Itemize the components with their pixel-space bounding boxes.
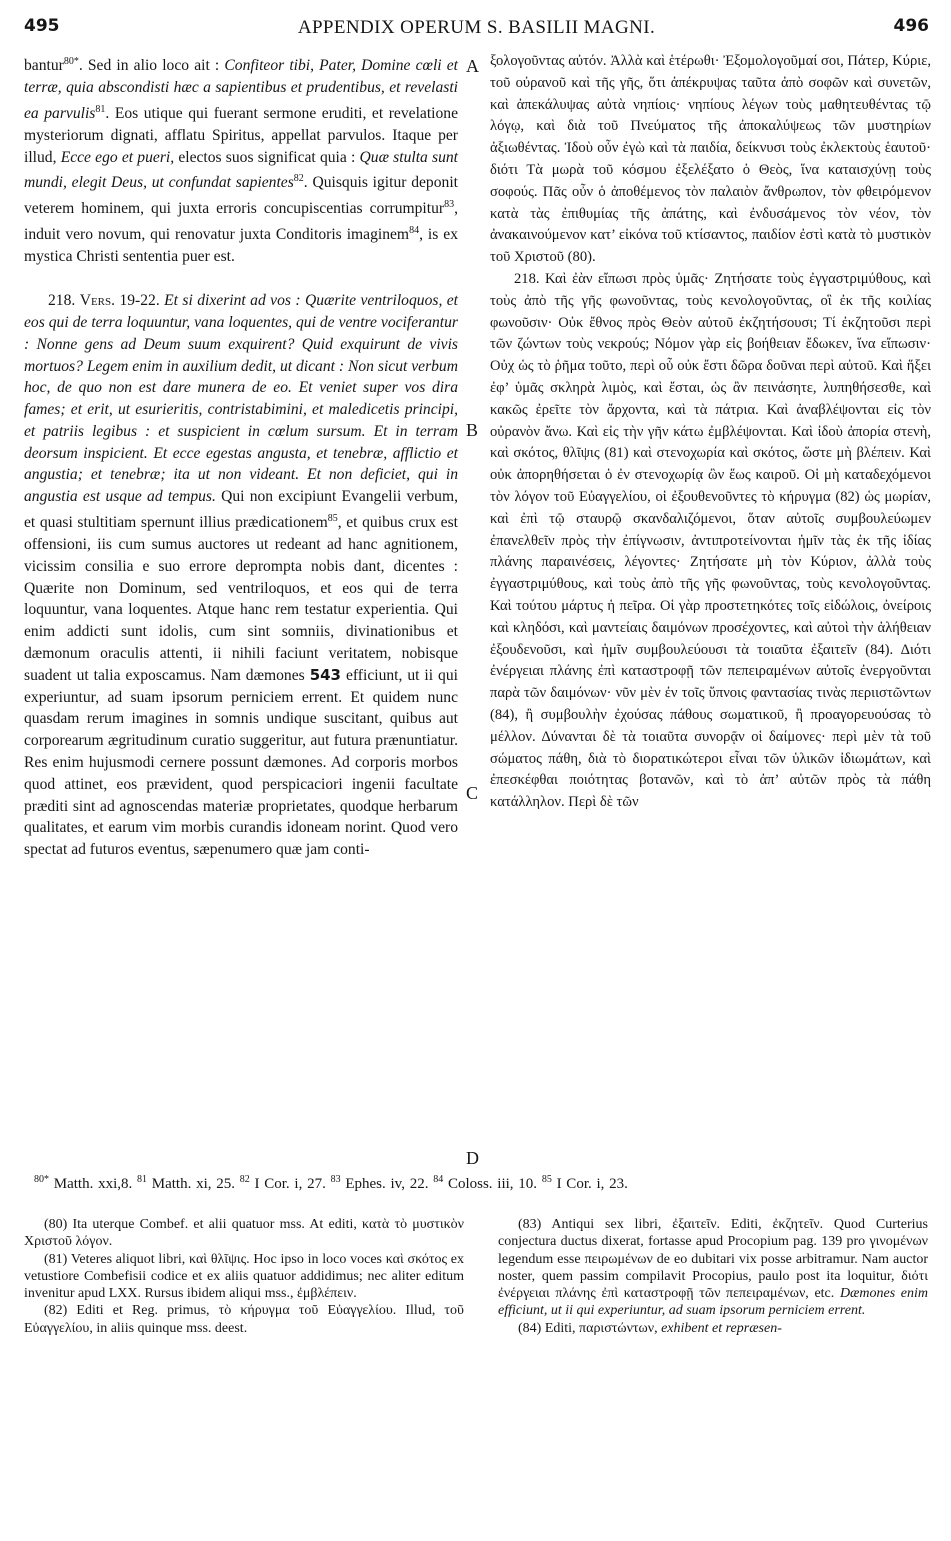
note-83: (83) Antiqui sex libri, ἐξαιτεῖν. Editi, ἐκζητεῖν. Quod Curterius conjectura ductus dixerat, fortasse apud Procopium pag. 139 pro γινομένων legendum esse πειρωμένων de eo dubitari vix posse arbitramur. Nam auctor noster, quem passim compilavit Procopius, paulo post ita loquitur, διότι ἐνέργειαι πλάνης ἐπὶ καταστροφῇ τῶν πεπειραμένων, etc. Dæmones enim efficiunt, ut ii qui experiuntur, ad suam ipsorum perniciem errent. (498, 1217, 929, 1319)
notes-left (24, 1216, 464, 1337)
greek-paragraph-1: ξολογοῦντας αὐτόν. Ἀλλὰ καὶ ἑτέρωθι· Ἐξομολογοῦμαί σοι, Πάτερ, Κύριε, τοῦ οὐρανοῦ καὶ τῆς γῆς, ὅτι ἀπέκρυψας ταῦτα ἀπὸ σοφῶν καὶ συνετῶν, καὶ ἀπεκάλυψας αὐτὰ νηπίοις· νηπίους λέγων τοὺς μαθητευθέντας τῷ λόγῳ, καὶ διὰ τοῦ Πνεύματος τῆς ἀποκαλύψεως τῶν μυστηρίων ἀξιωθέντας. Ἰδοὺ οὖν ἐγὼ καὶ τὰ παιδία, δείκνυσι τοὺς ἐκλεκτοὺς ἑαυτοῦ· διότι Τὰ μωρὰ τοῦ κόσμου ἐξελέξατο ὁ Θεὸς, ἵνα καταισχύνῃ τοὺς σοφούς. Πᾶς οὖν ὁ ἀποθέμενος τὸν παλαιὸν ἄνθρωπον, τὸν φθειρόμενον κατὰ τὰς ἐπιθυμίας τῆς ἀπάτης, καὶ ἐνδυσάμενος τὸν νέον, τὸν ἀνακαινούμενον κατ’ εἰκόνα τοῦ κτίσαντος, παιδίον ἐστὶ κατὰ τὸ μυστικὸν τοῦ Χριστοῦ (80). (490, 53, 931, 266)
note-84: (84) Editi, παριστώντων, exhibent et repræsen- (518, 1320, 782, 1336)
text-run: Ecce ego et pueri, (60, 148, 175, 166)
latin-column (24, 51, 458, 861)
note-81: (81) Veteres aliquot libri, καὶ θλῖψις. Hoc ipso in loco voces καὶ σκότος ex vetustiore Combefisii codice et ex aliis quatuor addidimus; nec aliter editum invenitur apud LXX. Rursus ibidem aliqui mss., ἐμβλέπειν. (24, 1251, 464, 1302)
page-number-right: 496 (893, 16, 929, 36)
scripture-references: $^{80*}$ Matth. xxi,8. $^{81}$ Matth. xi, 25. $^{82}$ I Cor. i, 27. $^{83}$ Ephes. iv, 22. $^{84}$ Coloss. iii, 10. $^{85}$ I Cor. i, 23. (34, 1174, 628, 1192)
notes-right (498, 1216, 928, 1337)
text-run: Quæ stulta sunt mundi, elegit Deus, ut confundat sapientes (24, 148, 459, 192)
text-run: Confiteor tibi, Pater, Domine cœli et terræ, quia abscondisti hæc a sapientibus et prudentibus, et revelasti ea parvulis (24, 57, 459, 122)
text-run: 82 (239, 1174, 250, 1185)
text-run: 81 (137, 1174, 147, 1185)
greek-paragraph-2: 218. Καὶ ἐὰν εἴπωσι πρὸς ὑμᾶς· Ζητήσατε τοὺς ἐγγαστριμύθους, καὶ τοὺς ἀπὸ τῆς γῆς φωνοῦντας, τοὺς κενολογοῦντας, οἳ ἐκ τῆς κοιλίας φωνοῦσιν· Οὐκ ἔθνος πρὸς Θεὸν αὐτοῦ ἐκζητήσουσι; Τί ἐκζητοῦσι περὶ τῶν ζώντων τοὺς νεκρούς; Νόμον γὰρ εἰς βοήθειαν ἔδωκεν, ἵνα εἴπωσιν· Οὐχ ὡς τὸ ῥῆμα τοῦτο, περὶ οὗ οὐκ ἔστι δῶρα δοῦναι περὶ αὐτοῦ. Καὶ ἥξει ἐφ’ ὑμᾶς σκληρὰ λιμὸς, καὶ ἔσται, ὡς ἂν πεινάσητε, λυπηθήσεσθε, καὶ κακῶς ἐρεῖτε τὸν ἄρχοντα, καὶ τὰ πάτρια. Καὶ ἀναβλέψονται εἰς τὸν οὐρανὸν ἄνω. Καὶ εἰς τὴν γῆν κάτω ἐμβλέψονται. Καὶ ἰδοὺ ἀπορία στενὴ, καὶ σκότος, θλῖψις (81) καὶ στενοχωρία καὶ σκότος, ὥστε μὴ βλέπειν. Καὶ οὐκ ἀπορηθήσεται ὁ ἐν στενοχωρίᾳ ὢν ἕως καιροῦ. Οἱ μὴ καταδεχόμενοι τὸν λόγον τοῦ Εὐαγγελίου, οἱ ἐξουθενοῦντες τὸ κήρυγμα (82) ὡς μωρίαν, καὶ ἐπὶ τῷ σταυρῷ σκανδαλιζόμενοι, ὅταν αὐτοῖς συμβουλεύωμεν ἐπανελθεῖν πρὸς τὴν ἐπίγνωσιν, ἀντιπροτείνονται ἡμῖν τὰς ἐκ τῆς ἰδίας πλάνης παραινέσεις, λέγοντες· Ζητήσατε μὴ τὸν Κύριον, ἀλλὰ τοὺς ἐγγαστριμύθους, καὶ τοὺς ἀπὸ τῆς γῆς φωνοῦντας, τοὺς κενολογοῦντας. Καὶ τούτου μάρτυς ἡ πεῖρα. Οἱ γὰρ προστετηκότες τοῖς εἰδώλοις, ὀνείροις καὶ κληδόσι, καὶ μαντείαις δαιμόνων προσέχοντες, καὶ αὐτοὶ τὴν ἀλήθειαν ἐξουδενοῦσι, καὶ ἡμῖν συμβουλεύουσι τὰ τοιαῦτα ἐξαιτεῖν (84). Διότι ἐνέργειαι πλάνης ἐπὶ καταστροφῇ τῶν πεπειραμένων αὐτοῖς ἐνεργοῦνται παρὰ τῶν δαιμόνων· νῦν μὲν ἐν τοῖς ὕπνοις φαντασίας τινὰς περιιστῶντων (84), ἢ συμβουλὴν ἐχούσας πάθους σωματικοῦ, ἢ προαγορευούσας τὸ μέλλον. Δύνανται δὲ τὰ τοιαῦτα συνορᾷν οἱ δαίμονες· περὶ μὲν τὰ τοῦ σώματος πάθη, διὰ τὸ διορατικώτεροι εἶναι τῶν ὑλικῶν ἰδιωμάτων, καὶ ἐπεσκέφθαι ποιότητας βοτανῶν, καὶ τὸ ἀπ’ αὐτῶν πρὸς τὰ πάθη κατάλληλον. Περὶ δὲ τῶν (490, 270, 931, 811)
column-marker-d: D (466, 1148, 479, 1168)
text-run: Vers. (79, 292, 116, 310)
text-run: 80* (63, 56, 79, 67)
text-run: 543 (309, 665, 341, 684)
text-run: 83 (330, 1174, 341, 1185)
text-run: 85 (327, 513, 338, 525)
latin-paragraph-1: bantur$^{80*}$. Sed in alio loco ait : Confiteor tibi, Pater, Domine cœli et terræ, quia abscondisti hæc a sapientibus et prudentibus, et revelasti ea parvulis$^{81}$. Eos utique qui fuerant sermone eruditi, et revelatione mysteriorum dignati, afflatu Spiritus, appellat parvulos. Itaque per illud, Ecce ego et pueri, electos suos significat quia : Quæ stulta sunt mundi, elegit Deus, ut confundat sapientes$^{82}$. Quisquis igitur deponit veterem hominem, qui juxta erroris concupiscentias corrumpitur$^{83}$, induit vero novum, qui renovatur juxta Conditoris imaginem$^{84}$, is ex mystica Christi sententia puer est. (24, 56, 459, 266)
latin-paragraph-2: 218. Vers. 19-22. Et si dixerint ad vos : Quærite ventriloquos, et eos qui de terra loquuntur, vana loquentes, qui de ventre vociferantur : Nonne gens ad Deum suum exquirent? Quid exquirunt de vivis mortuos? Legem enim in auxilium dedit, ut dicant : Non sicut verbum hoc, de quo non est dare munera de eo. Et veniet super vos dira fames; et erit, ut esurieritis, contristabimini, et maledicetis principi, et patriis legibus : et suspicient in cœlum sursum. Et in terram deorsum inspicient. Et ecce egestas angusta, et tenebræ, afflictio et angustia; et tenebræ; ita ut non videant. Et non deficiet, qui in angustia est usque ad tempus. Qui non excipiunt Evangelii verbum, et quasi stultitiam spernunt illius prædicationem$^{85}$, et quibus crux est offensioni, iis cum sumus auctores ut redeant ad hanc agnitionem, vicissim consilia e suo errore deprompta nobis dant, dicentes : Quærite non Dominum, sed ventriloquos, et eos qui de terra loquuntur, vana loquentes. Atque hanc rem testatur experientia. Qui enim addicti sunt idolis, cum sint somniis, divinationibus et dæmonum oraculis attenti, ii nihili faciunt veritatem, nobisque suadent ut talia exposcamus. Nam dæmones 543 efficiunt, ut ii qui experiuntur, ad suam ipsorum perniciem errent. Et quidem nunc quasdam rerum imagines in somnis undique suscitant, quibus aut corporearum ægritudinum curatio suggeritur, aut futura prænuntiatur. Res enim hujusmodi cernere possunt dæmones. Ad corporis morbos quod attinet, eos prævident, quod perspicaciori ingenii facultate præditi sint ad agnoscendas materiæ proprietates, quodque herbarum qualitates, et earum vim morbis curandis idoneam norint. Quod vero spectat ad futuros eventus, sæpenumero quæ jam conti- (24, 292, 459, 859)
text-run: 80* (34, 1174, 49, 1185)
column-marker-a: A (466, 56, 479, 76)
column-marker-b: B (466, 420, 479, 440)
page-header (24, 16, 929, 42)
text-run: 82 (293, 173, 304, 185)
greek-column (490, 51, 931, 814)
note-84-italic: exhibent et repræsen- (661, 1320, 782, 1336)
text-run: Et si dixerint ad vos : Quærite ventriloquos, et eos qui de terra loquuntur, vana loquentes, qui de ventre vociferantur : Nonne gens ad Deum suum exquirent? Quid exquirunt de vivis mortuos? Legem enim in auxilium dedit, ut dicant : Non sicut verbum hoc, de quo non est dare munera de eo. Et veniet super vos dira fames; et erit, ut esurieritis, contristabimini, et maledicetis principi, et patriis legibus : et suspicient in cœlum sursum. Et in terram deorsum inspicient. Et ecce egestas angusta, et tenebræ, afflictio et angustia; et tenebræ; ita ut non videant. Et non deficiet, qui in angustia est usque ad tempus. (24, 292, 459, 506)
text-run: 84 (433, 1174, 444, 1185)
column-marker-c: C (466, 783, 479, 803)
text-run: 84 (409, 225, 420, 237)
text-run: 81 (95, 103, 106, 115)
note-82: (82) Editi et Reg. primus, τὸ κήρυγμα τοῦ Εὐαγγελίου. Illud, τοῦ Εὐαγγελίου, in aliis quinque mss. deest. (24, 1303, 464, 1336)
page-number-left: 495 (24, 16, 60, 36)
note-83-italic: Dæmones enim efficiunt, ut ii qui experiuntur, ad suam ipsorum perniciem errent. (498, 1286, 929, 1319)
text-run: 85 (541, 1174, 552, 1185)
note-80: (80) Ita uterque Combef. et alii quatuor mss. At editi, κατὰ τὸ μυστικὸν Χριστοῦ λόγον. (24, 1217, 464, 1250)
running-title: APPENDIX OPERUM S. BASILII MAGNI. (297, 17, 656, 38)
text-run: 83 (444, 199, 455, 211)
